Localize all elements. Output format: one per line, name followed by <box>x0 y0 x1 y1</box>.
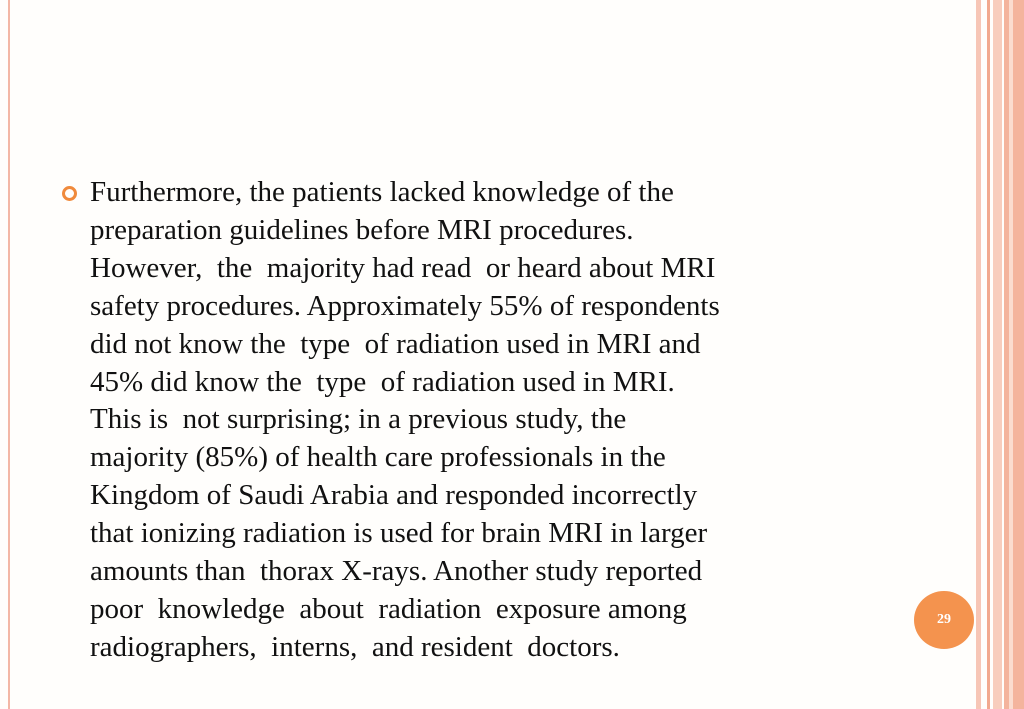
right-decor-stripe <box>987 0 990 709</box>
right-decor-stripe <box>1004 0 1024 709</box>
text-line: radiographers, interns, and resident doctors. <box>90 630 620 663</box>
right-decor-stripe <box>1009 0 1013 709</box>
text-line: 45% did know the type of radiation used in MRI. <box>90 365 675 398</box>
right-decor-stripe <box>976 0 981 709</box>
left-edge-rule <box>8 0 10 709</box>
bullet-point <box>62 174 892 667</box>
text-line: that ionizing radiation is used for brain MRI in larger <box>90 517 708 550</box>
text-line: did not know the type of radiation used in MRI and <box>90 327 701 360</box>
text-line: preparation guidelines before MRI procedures. <box>90 213 634 246</box>
text-line: poor knowledge about radiation exposure among <box>90 592 687 625</box>
text-line: However, the majority had read or heard about MRI <box>90 251 716 284</box>
page-number-badge <box>914 591 974 649</box>
text-line: This is not surprising; in a previous study, the <box>90 403 627 436</box>
text-line: Furthermore, the patients lacked knowledge of the <box>90 176 674 208</box>
page-number: 29 <box>937 612 951 627</box>
bullet-text <box>90 174 892 667</box>
text-line: amounts than thorax X-rays. Another study reported <box>90 555 703 588</box>
right-decor-stripe <box>993 0 1002 709</box>
text-line: Kingdom of Saudi Arabia and responded incorrectly <box>90 479 698 512</box>
text-line: majority (85%) of health care professionals in the <box>90 441 666 474</box>
hollow-circle-bullet-icon <box>62 186 77 201</box>
text-line: safety procedures. Approximately 55% of respondents <box>90 289 720 322</box>
